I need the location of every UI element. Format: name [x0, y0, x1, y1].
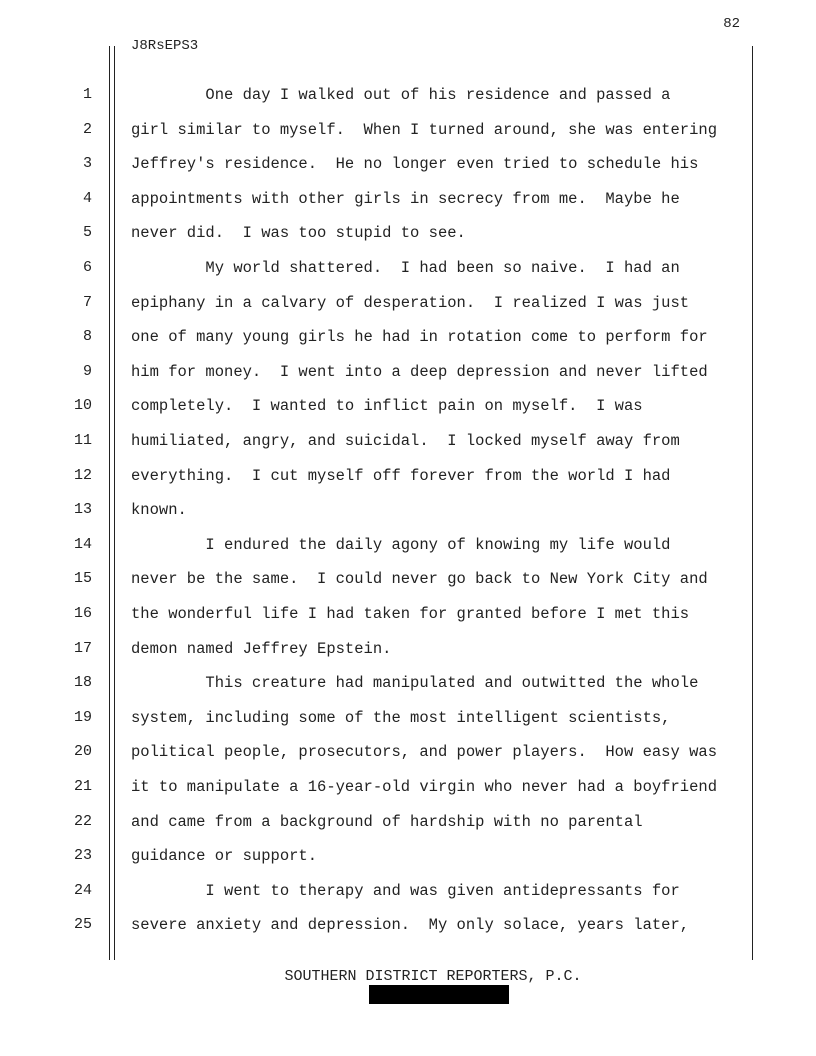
transcript-line: epiphany in a calvary of desperation. I realized I was just: [131, 294, 690, 312]
transcript-line: everything. I cut myself off forever from the world I had: [131, 467, 671, 485]
line-number: 17: [73, 640, 92, 657]
transcript-line: girl similar to myself. When I turned around, she was entering: [131, 121, 717, 139]
line-number: 19: [73, 709, 92, 726]
transcript-line: demon named Jeffrey Epstein.: [131, 640, 392, 658]
right-margin-rule: [752, 46, 753, 960]
transcript-line: political people, prosecutors, and power players. How easy was: [131, 743, 717, 761]
transcript-line: system, including some of the most intelligent scientists,: [131, 709, 671, 727]
transcript-line: severe anxiety and depression. My only solace, years later,: [131, 916, 690, 934]
transcript-line: This creature had manipulated and outwitted the whole: [131, 674, 699, 692]
line-number: 16: [73, 605, 92, 622]
transcript-line: it to manipulate a 16-year-old virgin who never had a boyfriend: [131, 778, 717, 796]
transcript-line: him for money. I went into a deep depression and never lifted: [131, 363, 708, 381]
left-margin-rule-inner: [114, 46, 115, 960]
line-number: 7: [82, 294, 92, 311]
line-number: 8: [82, 328, 92, 345]
line-number: 20: [73, 743, 92, 760]
transcript-line: appointments with other girls in secrecy from me. Maybe he: [131, 190, 680, 208]
line-number: 3: [82, 155, 92, 172]
transcript-line: Jeffrey's residence. He no longer even tried to schedule his: [131, 155, 699, 173]
line-number: 21: [73, 778, 92, 795]
line-number: 13: [73, 501, 92, 518]
line-number: 24: [73, 882, 92, 899]
transcript-line: One day I walked out of his residence and passed a: [131, 86, 671, 104]
case-id: J8RsEPS3: [131, 38, 199, 54]
line-number: 23: [73, 847, 92, 864]
transcript-line: guidance or support.: [131, 847, 318, 865]
line-number: 15: [73, 570, 92, 587]
line-number: 12: [73, 467, 92, 484]
left-margin-rule-outer: [109, 46, 110, 960]
line-number: 4: [82, 190, 92, 207]
line-number: 11: [73, 432, 92, 449]
transcript-line: My world shattered. I had been so naive. I had an: [131, 259, 680, 277]
line-number: 9: [82, 363, 92, 380]
transcript-line: and came from a background of hardship with no parental: [131, 813, 643, 831]
transcript-line: I went to therapy and was given antidepressants for: [131, 882, 680, 900]
line-number: 2: [82, 121, 92, 138]
line-number: 18: [73, 674, 92, 691]
transcript-line: never be the same. I could never go back to New York City and: [131, 570, 708, 588]
transcript-line: humiliated, angry, and suicidal. I locked myself away from: [131, 432, 680, 450]
transcript-line: the wonderful life I had taken for granted before I met this: [131, 605, 690, 623]
transcript-line: known.: [131, 501, 187, 519]
line-number: 1: [82, 86, 92, 103]
line-number: 14: [73, 536, 92, 553]
page-number: 82: [723, 16, 740, 32]
transcript-line: never did. I was too stupid to see.: [131, 224, 466, 242]
transcript-line: I endured the daily agony of knowing my life would: [131, 536, 671, 554]
line-number: 6: [82, 259, 92, 276]
line-number: 25: [73, 916, 92, 933]
line-number: 5: [82, 224, 92, 241]
line-number: 10: [73, 397, 92, 414]
redaction-bar: [369, 985, 509, 1004]
footer-reporter: SOUTHERN DISTRICT REPORTERS, P.C.: [284, 968, 582, 985]
transcript-line: completely. I wanted to inflict pain on myself. I was: [131, 397, 643, 415]
transcript-line: one of many young girls he had in rotation come to perform for: [131, 328, 708, 346]
line-number: 22: [73, 813, 92, 830]
